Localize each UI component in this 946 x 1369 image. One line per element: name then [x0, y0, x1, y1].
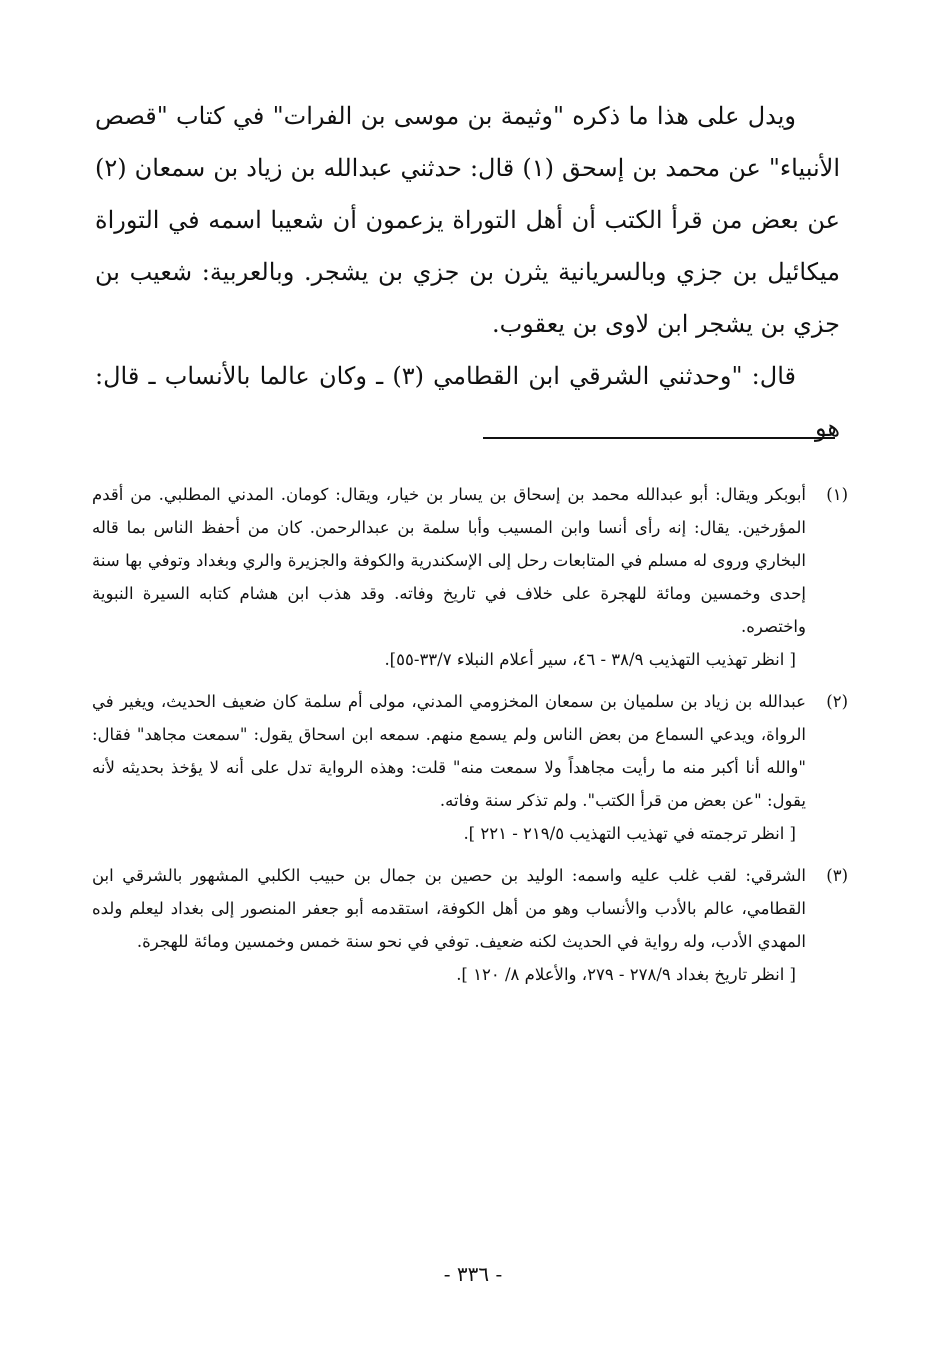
footnote-number: (١) — [826, 485, 848, 504]
body-paragraph-2: قال: "وحدثني الشرقي ابن القطامي (٣) ـ وكان عالما بالأنساب ـ قال: هو — [95, 362, 840, 442]
footnote-text: أبوبكر ويقال: أبو عبدالله محمد بن إسحاق بن يسار بن خيار، ويقال: كومان. المدني المطلبي. من أقدم المؤرخين. يقال: إنه رأى أنسا وابن المسيب وأبا سلمة بن عبدالرحمن. كان من أحفظ الناس بما قاله البخاري وروى له مسلم في المتابعات رحل إلى الإسكندرية والكوفة والجزيرة والري وبغداد وتوفي بها سنة إحدى وخمسين ومائة للهجرة على خلاف في تاريخ وفاته. وقد هذب ابن هشام كتابه السيرة النبوية واختصره. — [92, 485, 806, 636]
footnote-reference: [ انظر تاريخ بغداد ٢٧٨/٩ - ٢٧٩، والأعلام ٨/ ١٢٠ ]. — [456, 965, 796, 984]
footnote-reference: [ انظر تهذيب التهذيب ٣٨/٩ - ٤٦، سير أعلام النبلاء ٣٣/٧-٥٥]. — [384, 650, 796, 669]
footnote-separator — [483, 437, 835, 439]
footnote-number: (٢) — [826, 692, 848, 711]
footnote-3 — [92, 859, 848, 991]
footnote-2 — [92, 685, 848, 850]
footnote-number: (٣) — [826, 866, 848, 885]
page-number: - ٣٣٦ - — [443, 1262, 503, 1286]
footnote-1 — [92, 478, 848, 676]
footnotes — [92, 478, 848, 1000]
main-text — [95, 90, 840, 454]
footnote-text: عبدالله بن زياد بن سلميان بن سمعان المخزومي المدني، مولى أم سلمة كان ضعيف الحديث، ويغير في الرواة، ويدعي السماع من بعض الناس ولم يسمع منهم. سمعه ابن اسحاق يقول: "سمعت مجاهد" فقال: "والله أنا أكبر منه ما رأيت مجاهداً ولا سمعت منه" قلت: وهذه الرواية تدل على أنه لا يؤخذ بحديثه لأنه يقول: "عن بعض من قرأ الكتب". ولم تذكر سنة وفاته. — [92, 692, 806, 810]
footnote-reference: [ انظر ترجمته في تهذيب التهذيب ٢١٩/٥ - ٢٢١ ]. — [463, 824, 796, 843]
footnote-text: الشرقي: لقب غلب عليه واسمه: الوليد بن حصين بن جمال بن حبيب الكلبي المشهور بالشرقي ابن القطامي، عالم بالأدب والأنساب وهو من أهل الكوفة، استقدمه أبو جعفر المنصور إلى بغداد ليعلم ولده المهدي الأدب، وله رواية في الحديث لكنه ضعيف. توفي في نحو سنة خمس وخمسين ومائة للهجرة. — [92, 866, 806, 951]
body-paragraph-1: ويدل على هذا ما ذكره "وثيمة بن موسى بن الفرات" في كتاب "قصص الأنبياء" عن محمد بن إسحق (١) قال: حدثني عبدالله بن زياد بن سمعان (٢) عن بعض من قرأ الكتب أن أهل التوراة يزعمون أن شعيبا اسمه في التوراة ميكائيل بن جزي وبالسريانية يثرن بن جزي بن يشجر. وبالعربية: شعيب بن جزي بن يشجر ابن لاوى بن يعقوب. — [95, 102, 840, 338]
